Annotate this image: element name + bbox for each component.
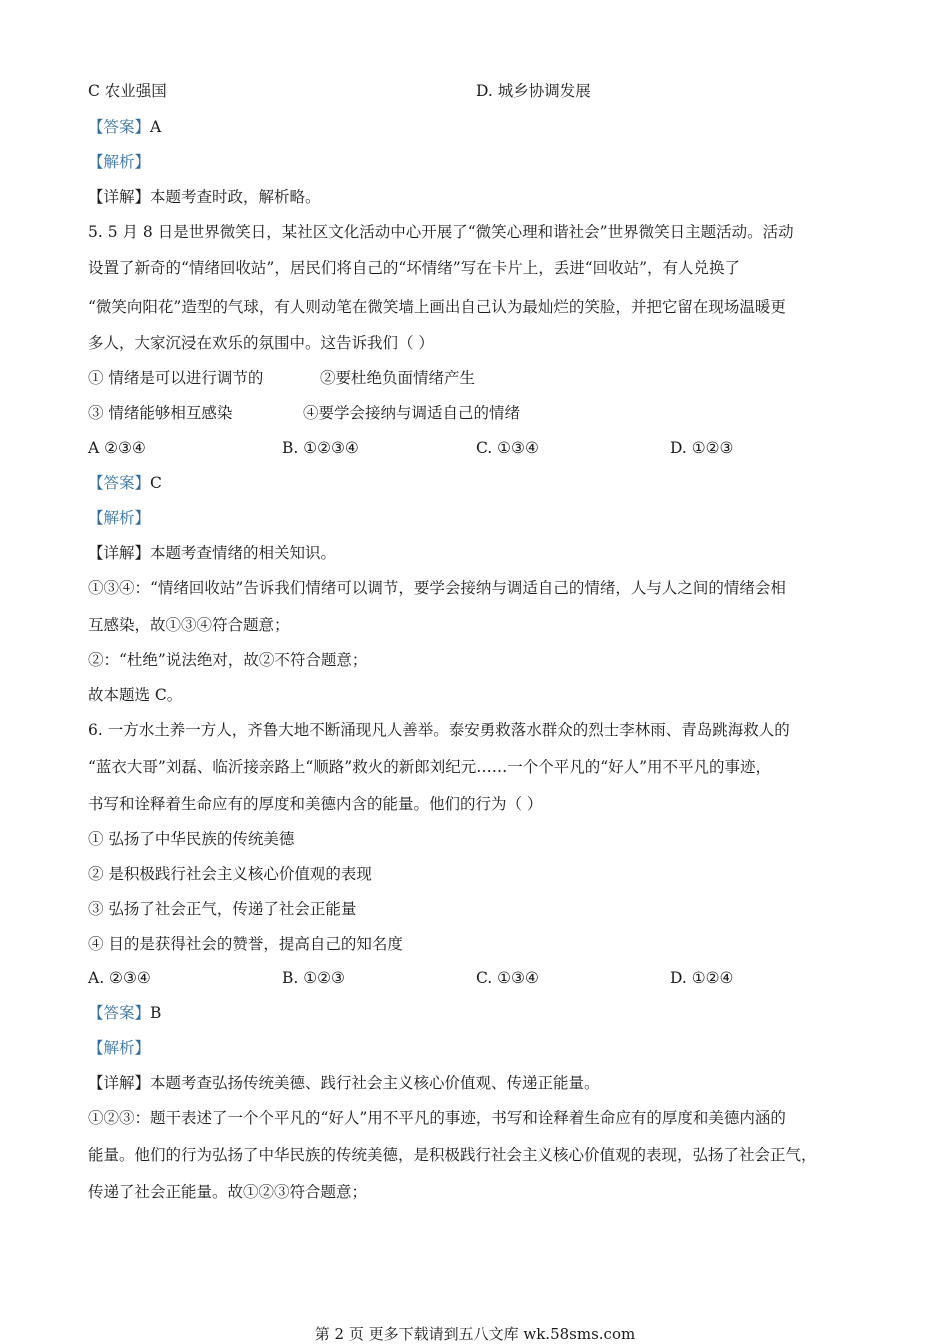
q6-option-a: A. ②③④ [88,969,151,987]
analysis-tag: 【解析】 [88,509,151,527]
detail-tag: 【详解】 [88,1074,151,1092]
q5-statement-3: ③ 情绪能够相互感染 [88,404,233,422]
q6-option-d: D. ①②④ [670,969,734,987]
answer-tag: 【答案】 [88,474,151,492]
q6-statement-1: ① 弘扬了中华民族的传统美德 [88,830,295,848]
q5-analysis [88,508,868,528]
answer-tag: 【答案】 [88,118,151,136]
q4-option-c: C 农业强国 [88,82,167,100]
q5-stem-line: 设置了新奇的“情绪回收站”，居民们将自己的“坏情绪”写在卡片上，丢进“回收站”，有人兑换了 [88,259,741,277]
detail-text: 本题考查情绪的相关知识。 [150,544,337,562]
detail-text: 本题考查时政，解析略。 [150,188,321,206]
q6-stem-line: 6. 一方水土养一方人，齐鲁大地不断涌现凡人善举。泰安勇救落水群众的烈士李林雨、青岛跳海救人的 [88,721,790,739]
q4-option-d: D. 城乡协调发展 [476,82,591,100]
q6-statement-3: ③ 弘扬了社会正气，传递了社会正能量 [88,900,357,918]
analysis-tag: 【解析】 [88,153,151,171]
q5-explanation-line: ②：“杜绝”说法绝对，故②不符合题意； [88,651,368,669]
detail-tag: 【详解】 [88,188,151,206]
page-footer: 第 2 页 更多下载请到五八文库 wk.58sms.com [314,1325,636,1343]
detail-text: 本题考查弘扬传统美德、践行社会主义核心价值观、传递正能量。 [150,1074,600,1092]
detail-tag: 【详解】 [88,544,151,562]
answer-value: A [150,118,162,136]
q6-option-b: B. ①②③ [282,969,345,987]
q5-statement-2: ②要杜绝负面情绪产生 [320,369,476,387]
q5-statement-4: ④要学会接纳与调适自己的情绪 [303,404,521,422]
q5-stem-line: “微笑向阳花”造型的气球，有人则动笔在微笑墙上画出自己认为最灿烂的笑脸，并把它留在现场温暖更 [88,298,786,316]
q6-stem-line: 书写和诠释着生命应有的厚度和美德内含的能量。他们的行为（ ） [88,795,543,813]
q6-statement-2: ② 是积极践行社会主义核心价值观的表现 [88,865,372,883]
answer-value: C [150,474,162,492]
q5-statement-1: ① 情绪是可以进行调节的 [88,369,264,387]
q5-option-a: A ②③④ [88,439,146,457]
q4-answer [88,117,868,137]
q5-stem-line: 5. 5 月 8 日是世界微笑日，某社区文化活动中心开展了“微笑心理和谐社会”世界微笑日主题活动。活动 [88,223,794,241]
q5-explanation-line: 互感染，故①③④符合题意； [88,616,290,634]
q5-detail [88,543,868,563]
q6-explanation-line: 传递了社会正能量。故①②③符合题意； [88,1183,368,1201]
answer-tag: 【答案】 [88,1004,151,1022]
q6-analysis [88,1038,868,1058]
q6-answer [88,1003,868,1023]
q4-analysis [88,152,868,172]
q6-statement-4: ④ 目的是获得社会的赞誉，提高自己的知名度 [88,935,403,953]
q6-stem-line: “蓝衣大哥”刘磊、临沂接亲路上“顺路”救火的新郎刘纪元……一个个平凡的“好人”用不平凡的事迹， [88,758,772,776]
q4-detail [88,187,868,207]
answer-value: B [150,1004,162,1022]
q5-answer [88,473,868,493]
q6-option-c: C. ①③④ [476,969,539,987]
q5-option-d: D. ①②③ [670,439,734,457]
q5-option-b: B. ①②③④ [282,439,359,457]
q6-detail [88,1073,868,1093]
q5-option-c: C. ①③④ [476,439,539,457]
q5-explanation-line: ①③④：“情绪回收站”告诉我们情绪可以调节，要学会接纳与调适自己的情绪，人与人之间的情绪会相 [88,579,786,597]
analysis-tag: 【解析】 [88,1039,151,1057]
q5-conclusion: 故本题选 C。 [88,686,183,704]
q5-stem-line: 多人，大家沉浸在欢乐的氛围中。这告诉我们（ ） [88,334,434,352]
q6-explanation-line: ①②③：题干表述了一个个平凡的“好人”用不平凡的事迹，书写和诠释着生命应有的厚度和美德内涵的 [88,1109,786,1127]
q6-explanation-line: 能量。他们的行为弘扬了中华民族的传统美德，是积极践行社会主义核心价值观的表现，弘扬了社会正气， [88,1146,817,1164]
